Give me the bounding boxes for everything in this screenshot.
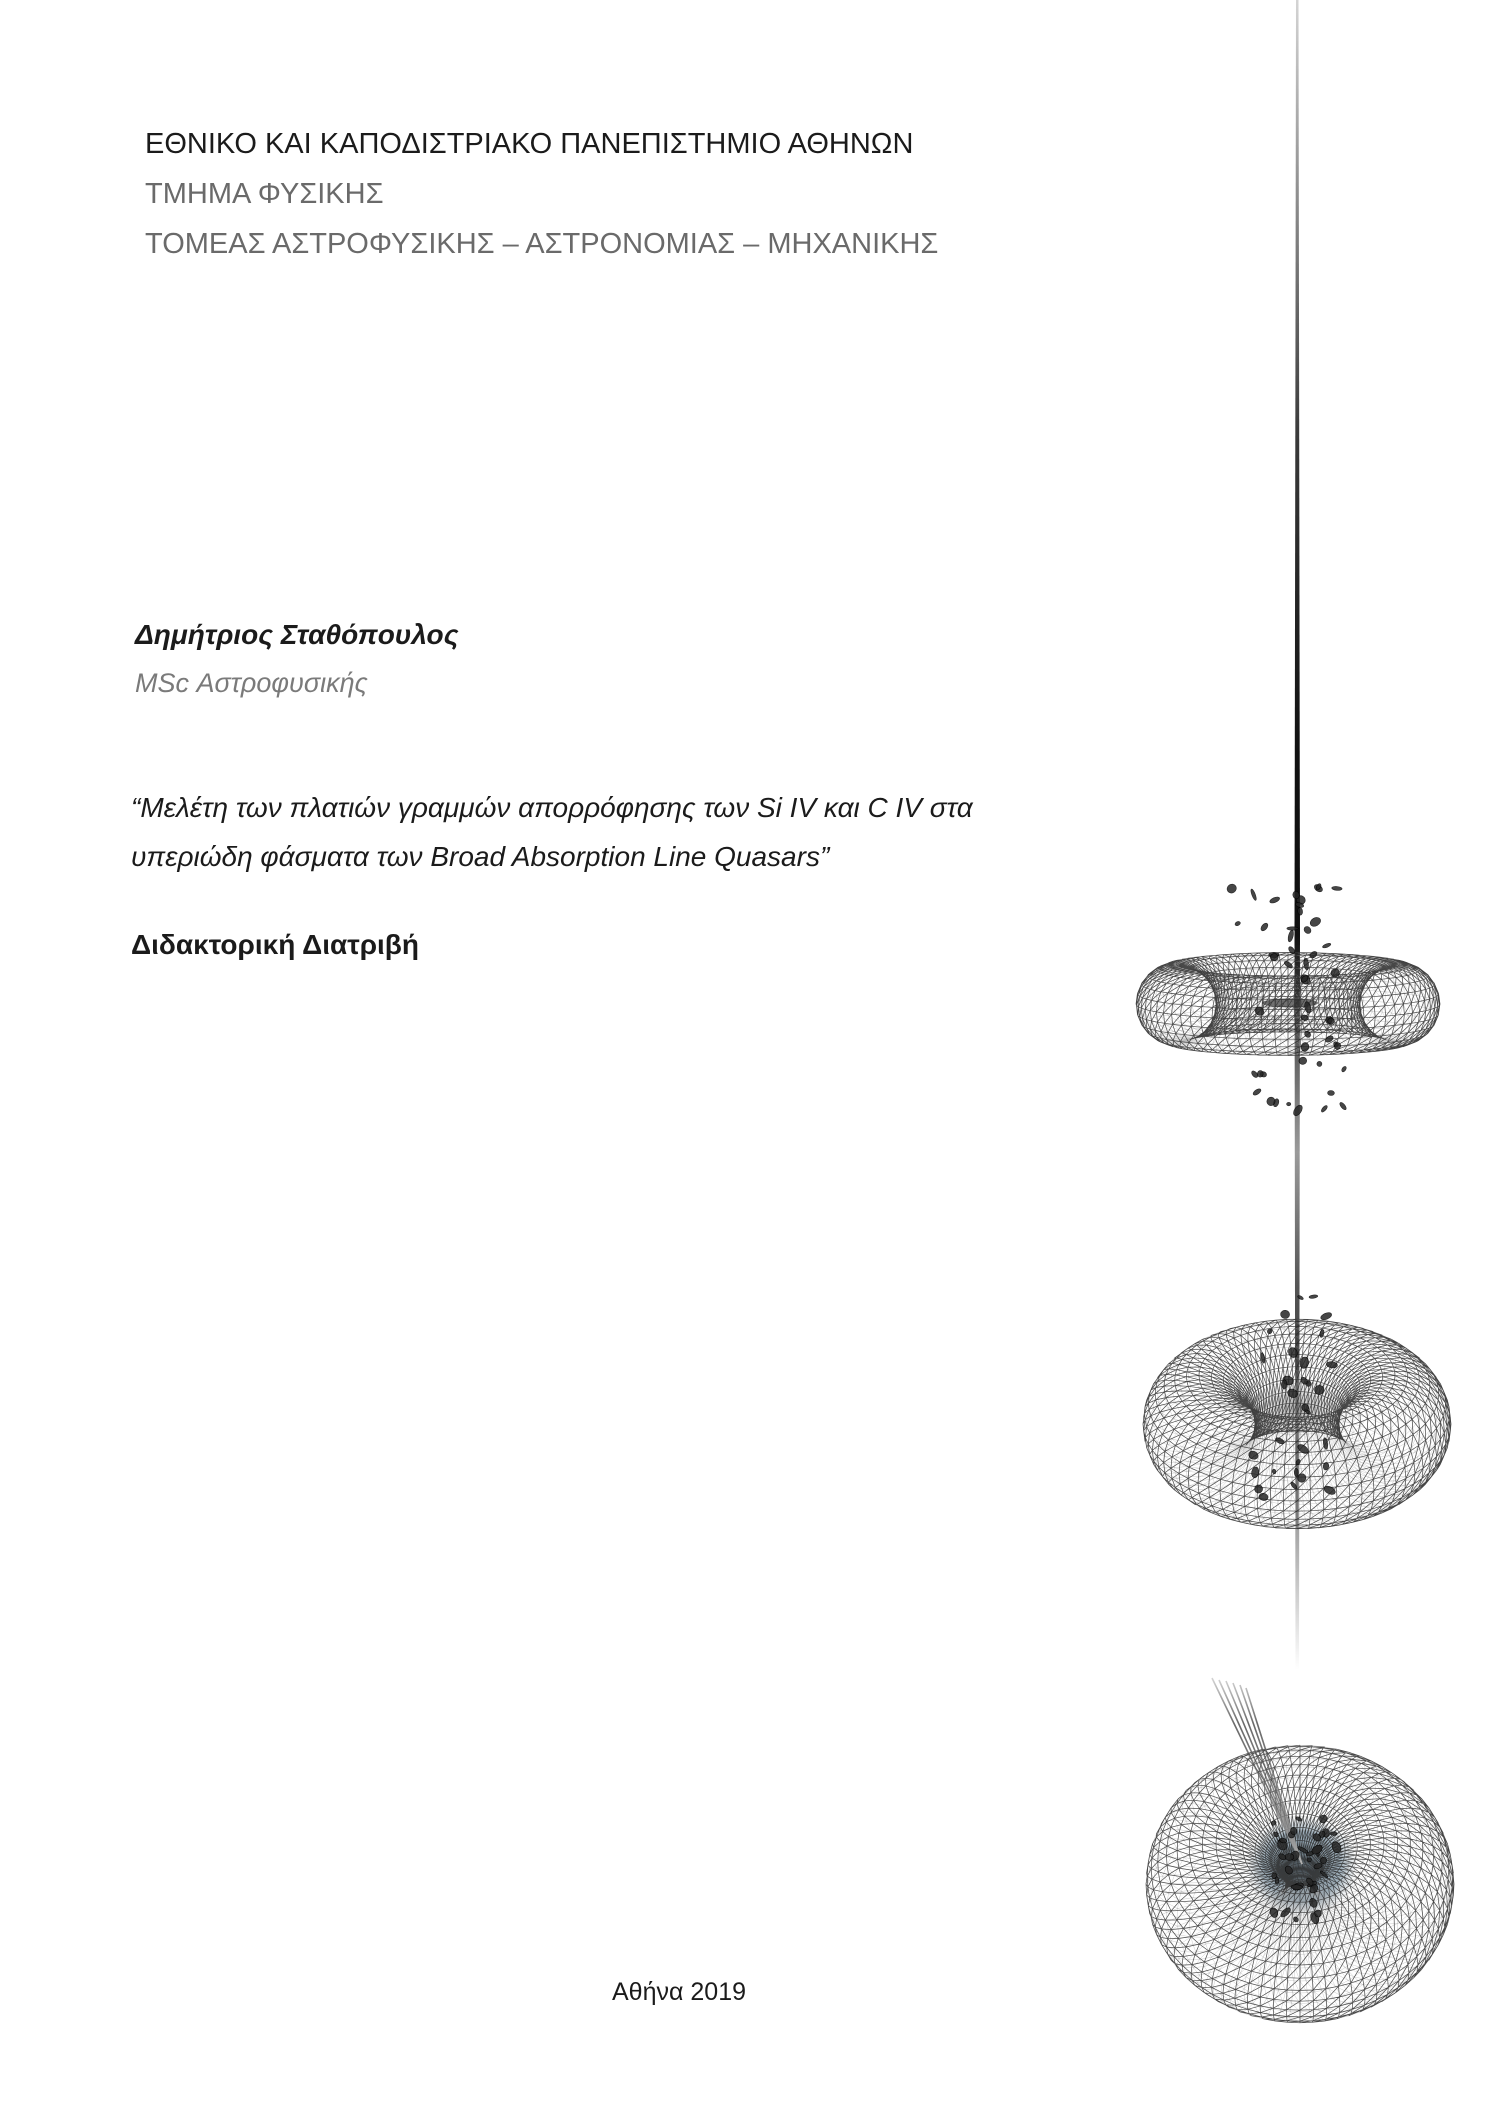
place-and-year: Αθήνα 2019 [612, 1978, 746, 2006]
cloud-clump [1260, 922, 1270, 932]
cloud-clump [1328, 1090, 1335, 1095]
university-name: ΕΘΝΙΚΟ ΚΑΙ ΚΑΠΟΔΙΣΤΡΙΑΚΟ ΠΑΝΕΠΙΣΤΗΜΙΟ ΑΘΗΝΩΝ [145, 128, 914, 160]
document-type: Διδακτορική Διατριβή [131, 929, 419, 960]
cloud-clump [1309, 1294, 1318, 1298]
cloud-clump [1322, 942, 1331, 948]
cloud-clump [1316, 1060, 1323, 1067]
department-name: ΤΜΗΜΑ ΦΥΣΙΚΗΣ [145, 178, 384, 210]
cloud-clump [1339, 1101, 1348, 1110]
cloud-clump [1330, 1832, 1337, 1836]
cloud-clump [1270, 954, 1278, 961]
cloud-clump [1287, 927, 1298, 930]
cloud-clump [1303, 925, 1313, 935]
cloud-clump [1327, 1018, 1334, 1025]
cloud-clump [1280, 1310, 1290, 1319]
cloud-clump [1300, 1042, 1309, 1052]
section-name: ΤΟΜΕΑΣ ΑΣΤΡΟΦΥΣΙΚΗΣ – ΑΣΤΡΟΝΟΜΙΑΣ – ΜΗΧΑΝΙΚΗΣ [145, 228, 939, 260]
cloud-clump [1341, 1066, 1347, 1073]
cloud-clump [1225, 882, 1238, 894]
cloud-clump [1287, 1102, 1291, 1105]
cloud-clump [1272, 1469, 1276, 1474]
cloud-clump [1323, 1462, 1329, 1470]
author-name: Δημήτριος Σταθόπουλος [135, 619, 459, 650]
cloud-clump [1307, 1858, 1312, 1862]
cloud-clump [1309, 916, 1323, 928]
cloud-clump [1250, 888, 1257, 900]
cloud-clump [1275, 1877, 1279, 1885]
cloud-clump [1332, 886, 1343, 891]
author-degree: MSc Αστροφυσικής [135, 668, 368, 698]
cloud-clump [1292, 1104, 1304, 1118]
cloud-clump [1269, 896, 1280, 904]
cloud-clump [1294, 1468, 1298, 1476]
cloud-clump [1287, 930, 1294, 943]
cloud-clump [1234, 921, 1241, 927]
cloud-clump [1320, 1105, 1328, 1113]
cloud-clump [1252, 1088, 1262, 1097]
thesis-title-line: “Μελέτη των πλατιών γραμμών απορρόφησης των Si IV και C IV στα [131, 792, 973, 823]
cloud-clump [1257, 1070, 1263, 1077]
thesis-title-line: υπεριώδη φάσματα των Broad Absorption Line Quasars” [131, 841, 830, 872]
cloud-clump [1285, 1854, 1294, 1861]
cloud-clump [1282, 1380, 1287, 1390]
cloud-clump [1326, 1361, 1338, 1368]
cloud-clump [1320, 1311, 1333, 1321]
